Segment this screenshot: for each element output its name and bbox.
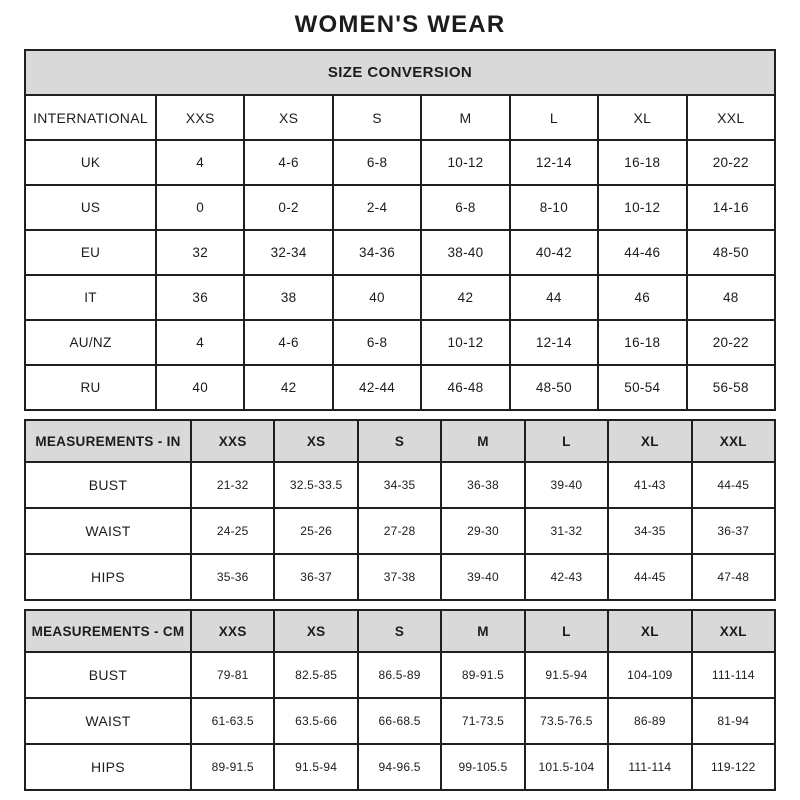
value-cell: 66-68.5 bbox=[358, 698, 441, 744]
value-cell: 71-73.5 bbox=[441, 698, 524, 744]
measurements-in-column-header-row bbox=[25, 420, 775, 462]
column-header-xxs: XXS bbox=[191, 420, 274, 462]
value-cell: 12-14 bbox=[510, 140, 598, 185]
value-cell: 44-46 bbox=[598, 230, 686, 275]
value-cell: 14-16 bbox=[687, 185, 775, 230]
table-row bbox=[25, 652, 775, 698]
value-cell: 48-50 bbox=[687, 230, 775, 275]
value-cell: 111-114 bbox=[608, 744, 691, 790]
value-cell: 37-38 bbox=[358, 554, 441, 600]
column-header-l: L bbox=[525, 420, 608, 462]
value-cell: 46-48 bbox=[421, 365, 509, 410]
table-row bbox=[25, 320, 775, 365]
value-cell: 94-96.5 bbox=[358, 744, 441, 790]
table-row bbox=[25, 462, 775, 508]
table-row bbox=[25, 698, 775, 744]
column-header-xl: XL bbox=[608, 610, 691, 652]
value-cell: 36-37 bbox=[692, 508, 775, 554]
value-cell: 6-8 bbox=[333, 320, 421, 365]
table-row bbox=[25, 230, 775, 275]
row-label-bust: BUST bbox=[25, 652, 191, 698]
column-header-xxs: XXS bbox=[156, 95, 244, 140]
value-cell: 42-43 bbox=[525, 554, 608, 600]
value-cell: 48-50 bbox=[510, 365, 598, 410]
value-cell: 38-40 bbox=[421, 230, 509, 275]
value-cell: 39-40 bbox=[525, 462, 608, 508]
column-header-xxl: XXL bbox=[687, 95, 775, 140]
value-cell: 4 bbox=[156, 320, 244, 365]
value-cell: 24-25 bbox=[191, 508, 274, 554]
measurements-cm-table bbox=[24, 609, 776, 791]
row-label-bust: BUST bbox=[25, 462, 191, 508]
value-cell: 56-58 bbox=[687, 365, 775, 410]
column-header-international: INTERNATIONAL bbox=[25, 95, 156, 140]
value-cell: 32.5-33.5 bbox=[274, 462, 357, 508]
value-cell: 50-54 bbox=[598, 365, 686, 410]
column-header-s: S bbox=[358, 610, 441, 652]
value-cell: 119-122 bbox=[692, 744, 775, 790]
column-header-xl: XL bbox=[608, 420, 691, 462]
value-cell: 86-89 bbox=[608, 698, 691, 744]
value-cell: 25-26 bbox=[274, 508, 357, 554]
size-conversion-column-header-row bbox=[25, 95, 775, 140]
value-cell: 42-44 bbox=[333, 365, 421, 410]
table-row bbox=[25, 365, 775, 410]
column-header-measurements-in: MEASUREMENTS - IN bbox=[25, 420, 191, 462]
column-header-xs: XS bbox=[274, 420, 357, 462]
value-cell: 12-14 bbox=[510, 320, 598, 365]
column-header-measurements-cm: MEASUREMENTS - CM bbox=[25, 610, 191, 652]
value-cell: 34-35 bbox=[608, 508, 691, 554]
value-cell: 6-8 bbox=[421, 185, 509, 230]
value-cell: 61-63.5 bbox=[191, 698, 274, 744]
value-cell: 35-36 bbox=[191, 554, 274, 600]
value-cell: 44 bbox=[510, 275, 598, 320]
value-cell: 36-37 bbox=[274, 554, 357, 600]
row-label-hips: HIPS bbox=[25, 744, 191, 790]
value-cell: 36-38 bbox=[441, 462, 524, 508]
table-row bbox=[25, 140, 775, 185]
value-cell: 10-12 bbox=[421, 320, 509, 365]
value-cell: 48 bbox=[687, 275, 775, 320]
value-cell: 38 bbox=[244, 275, 332, 320]
value-cell: 4 bbox=[156, 140, 244, 185]
value-cell: 36 bbox=[156, 275, 244, 320]
value-cell: 81-94 bbox=[692, 698, 775, 744]
size-conversion-banner: SIZE CONVERSION bbox=[25, 50, 775, 95]
column-header-xxl: XXL bbox=[692, 420, 775, 462]
value-cell: 20-22 bbox=[687, 140, 775, 185]
value-cell: 91.5-94 bbox=[274, 744, 357, 790]
value-cell: 40-42 bbox=[510, 230, 598, 275]
value-cell: 6-8 bbox=[333, 140, 421, 185]
row-label-au-nz: AU/NZ bbox=[25, 320, 156, 365]
column-header-xxl: XXL bbox=[692, 610, 775, 652]
value-cell: 86.5-89 bbox=[358, 652, 441, 698]
column-header-xl: XL bbox=[598, 95, 686, 140]
table-row bbox=[25, 744, 775, 790]
value-cell: 32-34 bbox=[244, 230, 332, 275]
value-cell: 47-48 bbox=[692, 554, 775, 600]
value-cell: 4-6 bbox=[244, 320, 332, 365]
row-label-waist: WAIST bbox=[25, 508, 191, 554]
row-label-it: IT bbox=[25, 275, 156, 320]
column-header-s: S bbox=[333, 95, 421, 140]
value-cell: 44-45 bbox=[692, 462, 775, 508]
measurements-in-table bbox=[24, 419, 776, 601]
value-cell: 0 bbox=[156, 185, 244, 230]
value-cell: 89-91.5 bbox=[441, 652, 524, 698]
row-label-us: US bbox=[25, 185, 156, 230]
value-cell: 34-36 bbox=[333, 230, 421, 275]
column-header-m: M bbox=[441, 420, 524, 462]
column-header-xs: XS bbox=[274, 610, 357, 652]
size-conversion-table bbox=[24, 49, 776, 411]
value-cell: 89-91.5 bbox=[191, 744, 274, 790]
row-label-ru: RU bbox=[25, 365, 156, 410]
value-cell: 31-32 bbox=[525, 508, 608, 554]
value-cell: 16-18 bbox=[598, 140, 686, 185]
value-cell: 41-43 bbox=[608, 462, 691, 508]
column-header-s: S bbox=[358, 420, 441, 462]
value-cell: 40 bbox=[333, 275, 421, 320]
row-label-uk: UK bbox=[25, 140, 156, 185]
column-header-xs: XS bbox=[244, 95, 332, 140]
value-cell: 40 bbox=[156, 365, 244, 410]
value-cell: 10-12 bbox=[421, 140, 509, 185]
value-cell: 29-30 bbox=[441, 508, 524, 554]
value-cell: 39-40 bbox=[441, 554, 524, 600]
column-header-l: L bbox=[510, 95, 598, 140]
value-cell: 63.5-66 bbox=[274, 698, 357, 744]
value-cell: 2-4 bbox=[333, 185, 421, 230]
measurements-cm-column-header-row bbox=[25, 610, 775, 652]
value-cell: 101.5-104 bbox=[525, 744, 608, 790]
value-cell: 111-114 bbox=[692, 652, 775, 698]
row-label-waist: WAIST bbox=[25, 698, 191, 744]
value-cell: 46 bbox=[598, 275, 686, 320]
table-row bbox=[25, 275, 775, 320]
value-cell: 10-12 bbox=[598, 185, 686, 230]
value-cell: 82.5-85 bbox=[274, 652, 357, 698]
size-conversion-banner-row bbox=[25, 50, 775, 95]
value-cell: 16-18 bbox=[598, 320, 686, 365]
value-cell: 27-28 bbox=[358, 508, 441, 554]
row-label-hips: HIPS bbox=[25, 554, 191, 600]
value-cell: 20-22 bbox=[687, 320, 775, 365]
value-cell: 91.5-94 bbox=[525, 652, 608, 698]
column-header-l: L bbox=[525, 610, 608, 652]
table-row bbox=[25, 508, 775, 554]
page-title: WOMEN'S WEAR bbox=[294, 11, 506, 38]
row-label-eu: EU bbox=[25, 230, 156, 275]
value-cell: 21-32 bbox=[191, 462, 274, 508]
table-row bbox=[25, 554, 775, 600]
value-cell: 34-35 bbox=[358, 462, 441, 508]
value-cell: 42 bbox=[244, 365, 332, 410]
value-cell: 4-6 bbox=[244, 140, 332, 185]
value-cell: 42 bbox=[421, 275, 509, 320]
value-cell: 44-45 bbox=[608, 554, 691, 600]
value-cell: 99-105.5 bbox=[441, 744, 524, 790]
column-header-m: M bbox=[441, 610, 524, 652]
column-header-m: M bbox=[421, 95, 509, 140]
value-cell: 79-81 bbox=[191, 652, 274, 698]
value-cell: 73.5-76.5 bbox=[525, 698, 608, 744]
column-header-xxs: XXS bbox=[191, 610, 274, 652]
value-cell: 8-10 bbox=[510, 185, 598, 230]
table-row bbox=[25, 185, 775, 230]
value-cell: 32 bbox=[156, 230, 244, 275]
value-cell: 104-109 bbox=[608, 652, 691, 698]
value-cell: 0-2 bbox=[244, 185, 332, 230]
